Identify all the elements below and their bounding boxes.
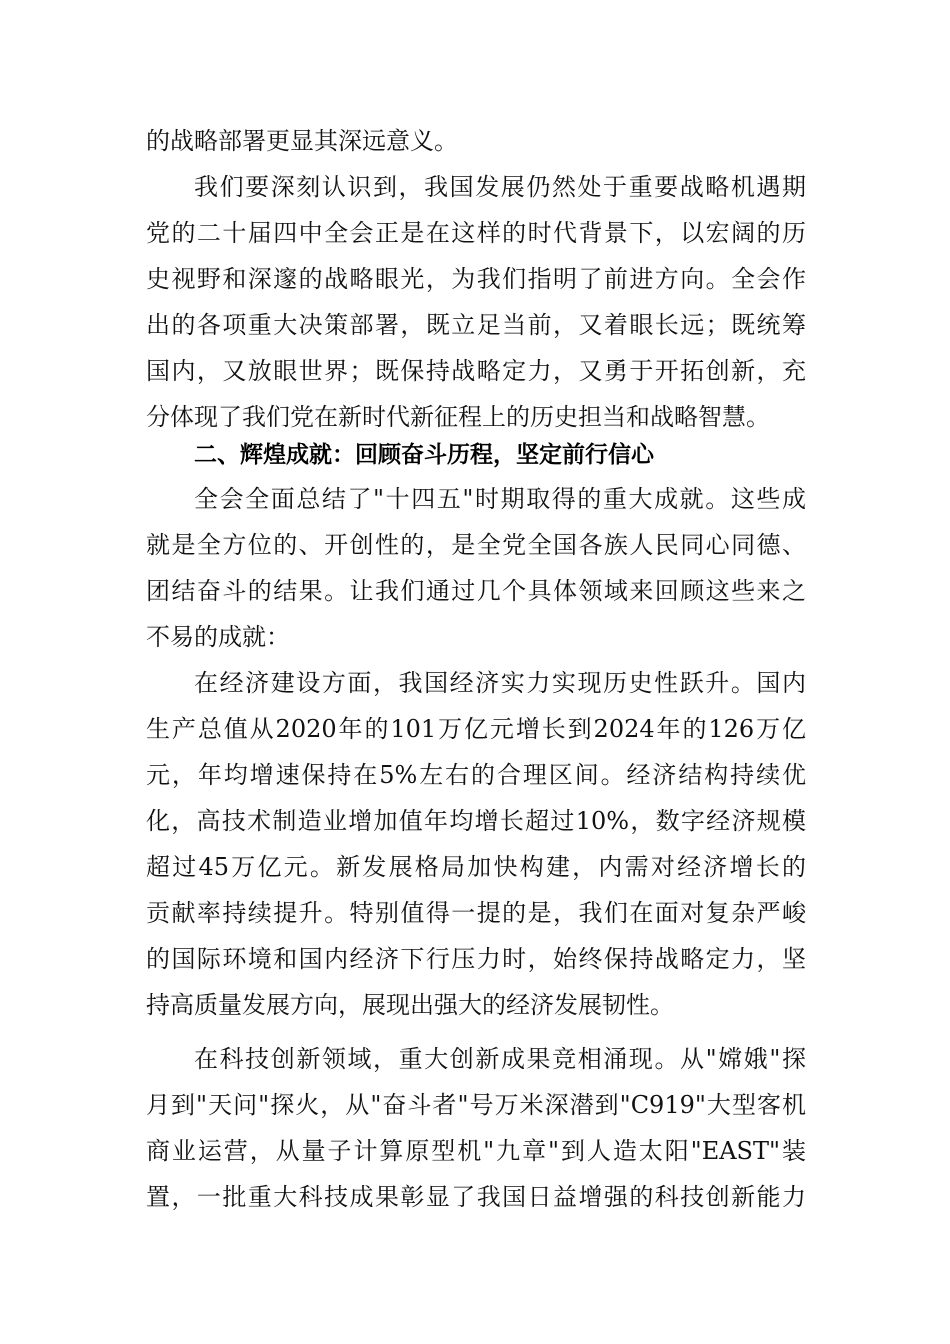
text-line-21: 在科技创新领域，重大创新成果竞相涌现。从"嫦娥"探 — [194, 1045, 806, 1073]
text-line-22: 月到"天问"探火，从"奋斗者"号万米深潜到"C919"大型客机 — [146, 1091, 806, 1119]
text-line-12: 不易的成就： — [146, 623, 290, 651]
text-line-4: 史视野和深邃的战略眼光，为我们指明了前进方向。全会作 — [146, 265, 806, 293]
text-line-2: 我们要深刻认识到，我国发展仍然处于重要战略机遇期 — [194, 173, 806, 201]
text-line-5: 出的各项重大决策部署，既立足当前，又着眼长远；既统筹 — [146, 311, 806, 339]
text-line-20: 持高质量发展方向，展现出强大的经济发展韧性。 — [146, 991, 674, 1019]
section-heading: 二、辉煌成就：回顾奋斗历程，坚定前行信心 — [194, 442, 654, 468]
text-line-3: 党的二十届四中全会正是在这样的时代背景下，以宏阔的历 — [146, 219, 806, 247]
text-line-11: 团结奋斗的结果。让我们通过几个具体领域来回顾这些来之 — [146, 577, 806, 605]
text-line-23: 商业运营，从量子计算原型机"九章"到人造太阳"EAST"装 — [146, 1137, 806, 1165]
text-line-14: 生产总值从2020年的101万亿元增长到2024年的126万亿 — [146, 715, 806, 743]
text-line-7: 分体现了我们党在新时代新征程上的历史担当和战略智慧。 — [146, 403, 770, 431]
text-line-10: 就是全方位的、开创性的，是全党全国各族人民同心同德、 — [146, 531, 806, 559]
text-line-19: 的国际环境和国内经济下行压力时，始终保持战略定力，坚 — [146, 945, 806, 973]
text-line-6: 国内，又放眼世界；既保持战略定力，又勇于开拓创新，充 — [146, 357, 806, 385]
text-line-24: 置，一批重大科技成果彰显了我国日益增强的科技创新能力 — [146, 1183, 806, 1211]
text-line-18: 贡献率持续提升。特别值得一提的是，我们在面对复杂严峻 — [146, 899, 806, 927]
text-line-15: 元，年均增速保持在5%左右的合理区间。经济结构持续优 — [146, 761, 806, 789]
text-line-13: 在经济建设方面，我国经济实力实现历史性跃升。国内 — [194, 669, 806, 697]
text-line-9: 全会全面总结了"十四五"时期取得的重大成就。这些成 — [194, 485, 806, 513]
text-line-17: 超过45万亿元。新发展格局加快构建，内需对经济增长的 — [146, 853, 806, 881]
text-line-1: 的战略部署更显其深远意义。 — [146, 127, 458, 155]
text-line-16: 化，高技术制造业增加值年均增长超过10%，数字经济规模 — [146, 807, 806, 835]
